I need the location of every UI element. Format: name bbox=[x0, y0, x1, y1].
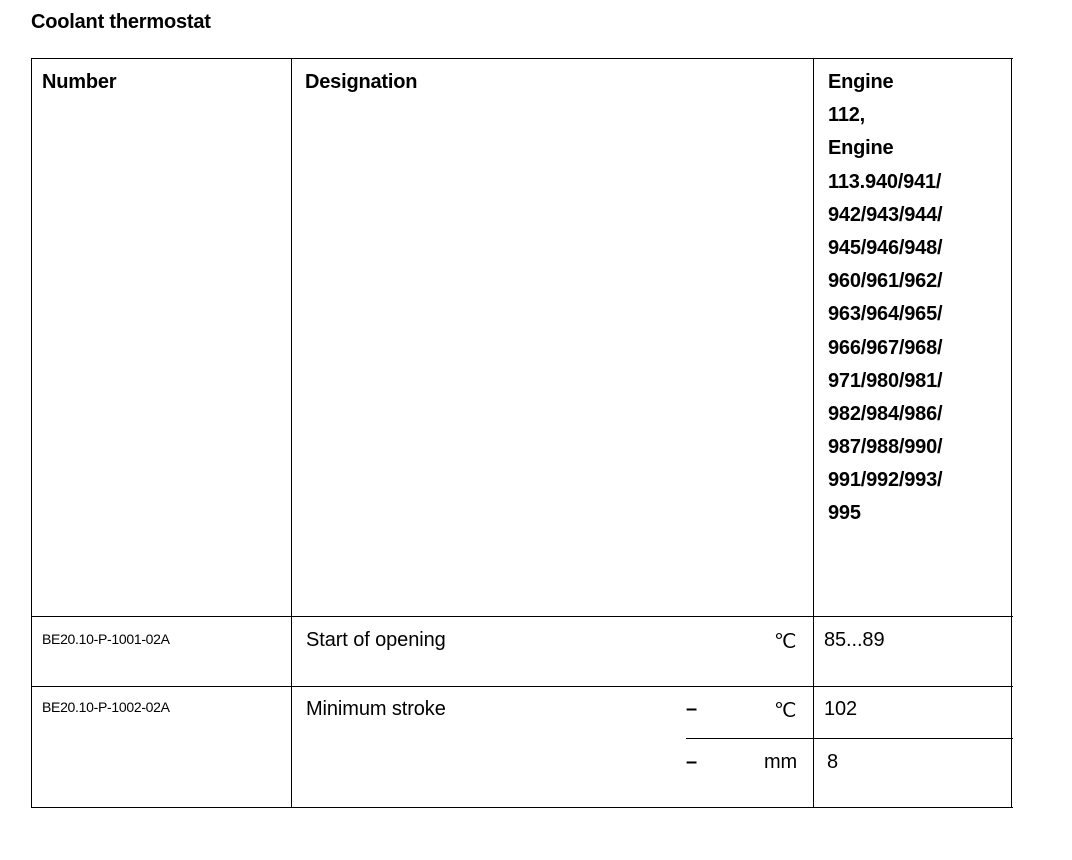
engine-line: 960/961/962/ bbox=[828, 270, 943, 293]
engine-line: 982/984/986/ bbox=[828, 402, 943, 425]
header-number: Number bbox=[42, 71, 117, 93]
engine-line: 991/992/993/ bbox=[828, 469, 943, 492]
engine-line: Engine bbox=[828, 71, 894, 93]
row-value: 85...89 bbox=[824, 629, 885, 651]
row-value: 102 bbox=[824, 698, 858, 720]
sub-row-value: 8 bbox=[827, 751, 839, 773]
table-bottom-border bbox=[31, 807, 1013, 808]
row-dash: – bbox=[686, 698, 698, 720]
sub-row-dash: – bbox=[686, 751, 698, 773]
sub-row-divider bbox=[686, 738, 1013, 739]
engine-line: 945/946/948/ bbox=[828, 236, 943, 259]
row-divider bbox=[31, 616, 1013, 617]
column-divider bbox=[291, 58, 292, 808]
sub-row-unit: mm bbox=[764, 751, 798, 773]
table-right-border bbox=[1011, 58, 1012, 808]
engine-line: 942/943/944/ bbox=[828, 203, 943, 226]
engine-line: 966/967/968/ bbox=[828, 336, 943, 359]
engine-line: 971/980/981/ bbox=[828, 369, 943, 392]
header-engine bbox=[828, 72, 942, 537]
engine-line: 113.940/941/ bbox=[828, 170, 942, 193]
page-title: Coolant thermostat bbox=[31, 11, 211, 33]
engine-line: 112, bbox=[828, 104, 866, 127]
engine-line: 987/988/990/ bbox=[828, 436, 943, 459]
row-designation: Minimum stroke bbox=[306, 698, 446, 720]
column-divider bbox=[813, 58, 814, 808]
row-unit: ℃ bbox=[774, 631, 797, 653]
row-designation: Start of opening bbox=[306, 629, 446, 651]
engine-line: 963/964/965/ bbox=[828, 303, 943, 326]
header-designation: Designation bbox=[305, 71, 418, 93]
row-divider bbox=[31, 686, 1013, 687]
table-left-border bbox=[31, 58, 32, 808]
engine-line: Engine bbox=[828, 137, 894, 160]
row-number: BE20.10-P-1001-02A bbox=[42, 631, 170, 647]
row-unit: ℃ bbox=[774, 700, 797, 722]
row-number: BE20.10-P-1002-02A bbox=[42, 699, 170, 715]
engine-line: 995 bbox=[828, 502, 861, 525]
table-top-border bbox=[31, 58, 1013, 59]
